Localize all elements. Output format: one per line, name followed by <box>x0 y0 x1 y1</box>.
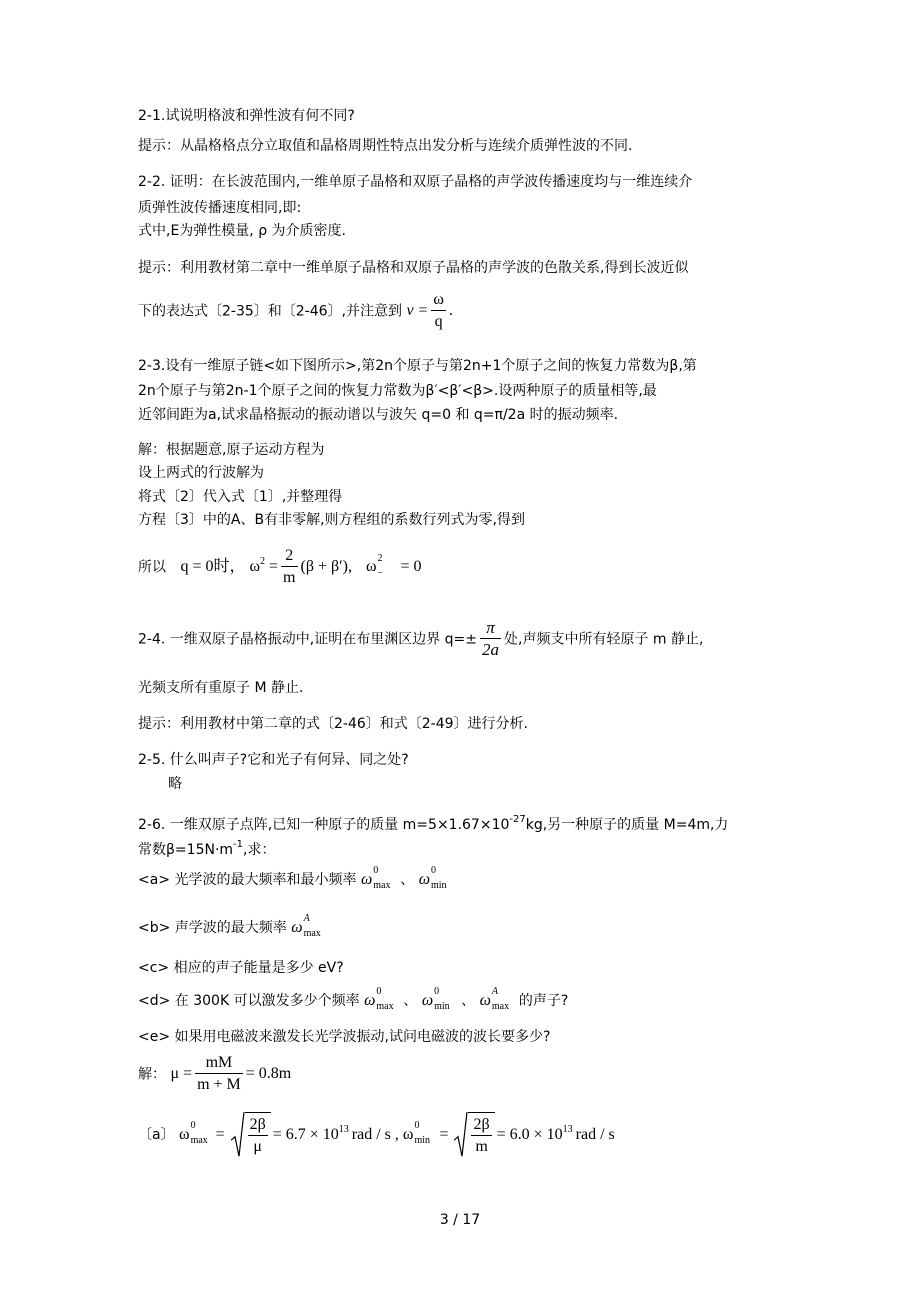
omega-symbol: ω <box>402 1125 414 1143</box>
subscript: max <box>190 1135 208 1146</box>
scripts <box>433 986 461 1013</box>
omega-symbol: ω <box>291 919 303 936</box>
omega-min-optical <box>418 865 458 892</box>
fraction-numerator: 2 <box>281 546 297 567</box>
superscript: A <box>491 986 498 998</box>
scripts <box>491 986 519 1013</box>
radical-sign-icon <box>454 1112 468 1158</box>
subscript: min <box>434 1001 450 1013</box>
two-over-m-fraction <box>281 546 297 589</box>
problem-2-3-solution-line1: 解：根据题意,原子运动方程为 <box>138 442 325 458</box>
problem-2-6-part-b <box>138 913 331 940</box>
problem-2-6-part-d <box>138 986 569 1013</box>
separator: 、 <box>400 872 415 889</box>
subscript: max <box>491 1001 510 1013</box>
reduced-mass-formula <box>170 1054 292 1093</box>
problem-2-6-solution-a <box>138 1112 615 1158</box>
fraction-numerator: ω <box>431 290 446 311</box>
omega-symbol: ω <box>479 992 491 1009</box>
superscript: 0 <box>414 1120 420 1131</box>
fraction <box>248 1115 268 1158</box>
velocity-lhs: v = <box>406 302 429 320</box>
mM-over-m-plus-M <box>195 1053 243 1096</box>
problem-2-5-question: 2-5. 什么叫声子?它和光子有何异、同之处? <box>138 752 409 768</box>
unit-text: rad / s <box>575 1125 615 1143</box>
sqrt-2beta-over-mu <box>231 1112 271 1158</box>
value-text: = 6.0 × 10 <box>496 1125 563 1143</box>
problem-2-3-question-line1: 2-3.设有一维原子链<如下图所示>,第2n个原子与第2n+1个原子之间的恢复力常数为β,第 <box>138 358 697 374</box>
problem-2-6-question-line1 <box>138 810 728 835</box>
omega-minus-symbol: ω <box>365 558 377 576</box>
scripts <box>190 1120 216 1146</box>
hint-text: 下的表达式〔2-35〕和〔2-46〕,并注意到 <box>138 303 402 320</box>
omega-exponent: 2 <box>260 556 266 568</box>
omega-min-optical <box>421 986 461 1013</box>
mass-exponent: -27 <box>509 814 526 825</box>
omega-max-optical <box>364 986 403 1013</box>
problem-2-4-hint: 提示：利用教材中第二章的式〔2-46〕和式〔2-49〕进行分析. <box>138 716 528 732</box>
omega-symbol: ω <box>418 871 430 888</box>
radicand <box>245 1112 271 1158</box>
part-a-text: <a> 光学波的最大频率和最小频率 <box>138 872 357 889</box>
problem-2-3-solution-line3: 将式〔2〕代入式〔1〕,并整理得 <box>138 489 343 505</box>
radical-sign-icon <box>231 1112 245 1158</box>
problem-2-3-solution-line2: 设上两式的行波解为 <box>138 465 264 481</box>
problem-2-1-hint: 提示：从晶格格点分立取值和晶格周期性特点出发分析与连续介质弹性波的不同. <box>138 138 633 154</box>
omega-symbol: ω <box>360 871 373 888</box>
omega-max-optical <box>360 865 400 892</box>
problem-2-6-part-a <box>138 865 458 892</box>
problem-2-2-hint-line1: 提示：利用教材第二章中一维单原子晶格和双原子晶格的声学波的色散关系,得到长波近似 <box>138 260 689 276</box>
problem-2-1-question: 2-1.试说明格波和弹性波有何不同? <box>138 108 355 124</box>
fraction-denominator: μ <box>253 1138 262 1155</box>
part-b-text: <b> 声学波的最大频率 <box>138 920 287 937</box>
equals-sign: = <box>269 558 279 576</box>
part-d-text: <d> 在 300K 可以激发多少个频率 <box>138 993 360 1010</box>
scripts <box>430 865 458 892</box>
problem-2-6-part-e: <e> 如果用电磁波来激发长光学波振动,试问电磁波的波长要多少? <box>138 1029 551 1045</box>
problem-2-2-question-line2: 质弹性波传播速度相同,即: <box>138 200 302 216</box>
fraction-numerator: 2β <box>471 1115 491 1136</box>
result-prefix: 所以 <box>138 559 166 576</box>
part-d-suffix: 的声子? <box>518 993 569 1010</box>
mu-lhs: μ = <box>170 1065 193 1083</box>
question-prefix: 2-4. 一维双原子晶格振动中,证明在布里渊区边界 q=± <box>138 631 478 648</box>
problem-2-2-note: 式中,E为弹性模量, ρ 为介质密度. <box>138 223 346 239</box>
problem-2-5-answer: 略 <box>168 776 182 792</box>
scripts <box>413 1120 439 1146</box>
problem-2-6-question-line2 <box>138 835 275 860</box>
fraction-numerator: 2β <box>248 1115 268 1136</box>
problem-2-4-question-line1 <box>138 618 703 661</box>
omega-symbol: ω <box>249 558 261 576</box>
problem-2-4-question-line2: 光频支所有重原子 M 静止. <box>138 680 304 696</box>
fraction-denominator: q <box>434 313 443 330</box>
equals-sign: = <box>215 1125 225 1143</box>
velocity-formula <box>406 291 453 330</box>
equals-sign: = <box>439 1125 449 1143</box>
mu-value: = 0.8m <box>245 1065 292 1083</box>
omega-max-acoustic <box>291 913 330 940</box>
result-formula <box>180 547 422 586</box>
subscript: − <box>377 567 384 579</box>
condition-q-zero: q = 0时， <box>180 558 246 576</box>
omega-symbol: ω <box>179 1125 190 1143</box>
separator: 、 <box>403 993 418 1010</box>
omega-over-q-fraction <box>431 290 446 333</box>
separator: 、 <box>461 993 476 1010</box>
beta-sum: (β + β′), <box>300 558 352 576</box>
question-text: 2-6. 一维双原子点阵,已知一种原子的质量 m=5×1.67×10 <box>138 817 510 833</box>
sqrt-2beta-over-m <box>454 1112 494 1158</box>
fraction <box>471 1115 491 1158</box>
omega-max-acoustic <box>479 986 519 1013</box>
unit-text: rad / s , <box>351 1125 399 1143</box>
radicand <box>468 1112 494 1158</box>
subscript: min <box>414 1135 430 1146</box>
subscript: max <box>376 1001 394 1013</box>
fraction-denominator: m + M <box>197 1076 241 1093</box>
superscript: 2 <box>377 552 383 564</box>
fraction-denominator: m <box>283 569 296 586</box>
problem-2-6-solution-mu <box>138 1053 291 1096</box>
scripts <box>375 986 403 1013</box>
question-text-cont: kg,另一种原子的质量 M=4m,力 <box>525 817 729 833</box>
scripts <box>303 913 331 940</box>
equals-zero: = 0 <box>400 558 422 576</box>
problem-2-3-result <box>138 546 422 589</box>
omega-symbol: ω <box>364 992 376 1009</box>
problem-2-3-question-line3: 近邻间距为a,试求晶格振动的振动谱以与波矢 q=0 和 q=π/2a 时的振动频率. <box>138 407 619 423</box>
problem-2-3-solution-line4: 方程〔3〕中的A、B有非零解,则方程组的系数行列式为零,得到 <box>138 512 525 528</box>
fraction-numerator: π <box>480 618 501 639</box>
fraction-denominator: m <box>475 1138 488 1155</box>
value-text: = 6.7 × 10 <box>272 1125 339 1143</box>
problem-2-2-hint-line2 <box>138 290 453 333</box>
exponent: 13 <box>338 1123 349 1135</box>
superscript: A <box>303 913 310 925</box>
formula-period: . <box>448 302 453 320</box>
fraction-numerator: mM <box>195 1053 243 1074</box>
superscript: 0 <box>431 865 436 877</box>
problem-2-2-question-line1: 2-2. 证明：在长波范围内,一维单原子晶格和双原子晶格的声学波传播速度均与一维连续介 <box>138 174 693 190</box>
question-text: 常数β=15N·m <box>138 842 234 858</box>
superscript: 0 <box>434 986 440 998</box>
omega-minus-scripts <box>377 552 401 579</box>
superscript: 0 <box>373 865 379 877</box>
superscript: 0 <box>376 986 382 998</box>
superscript: 0 <box>190 1120 196 1131</box>
pi-over-2a-fraction <box>480 618 501 661</box>
fraction-denominator: 2a <box>482 640 500 659</box>
page-number: 3 / 17 <box>439 1212 481 1228</box>
scripts <box>372 865 400 892</box>
exponent: 13 <box>562 1123 573 1135</box>
question-text-cont: ,求： <box>243 842 276 858</box>
problem-2-6-part-c: <c> 相应的声子能量是多少 eV? <box>138 960 344 976</box>
part-a-label: 〔a〕 <box>138 1127 175 1143</box>
problem-2-3-question-line2: 2n个原子与第2n-1个原子之间的恢复力常数为β′<β′<β>.设两种原子的质量相等,最 <box>138 383 657 399</box>
subscript: min <box>431 880 447 892</box>
subscript: max <box>373 880 391 892</box>
subscript: max <box>303 928 321 940</box>
solution-prefix: 解： <box>138 1066 166 1083</box>
unit-exponent: -1 <box>233 839 244 850</box>
omega-symbol: ω <box>421 992 434 1009</box>
question-suffix: 处,声频支中所有轻原子 m 静止, <box>504 631 704 648</box>
